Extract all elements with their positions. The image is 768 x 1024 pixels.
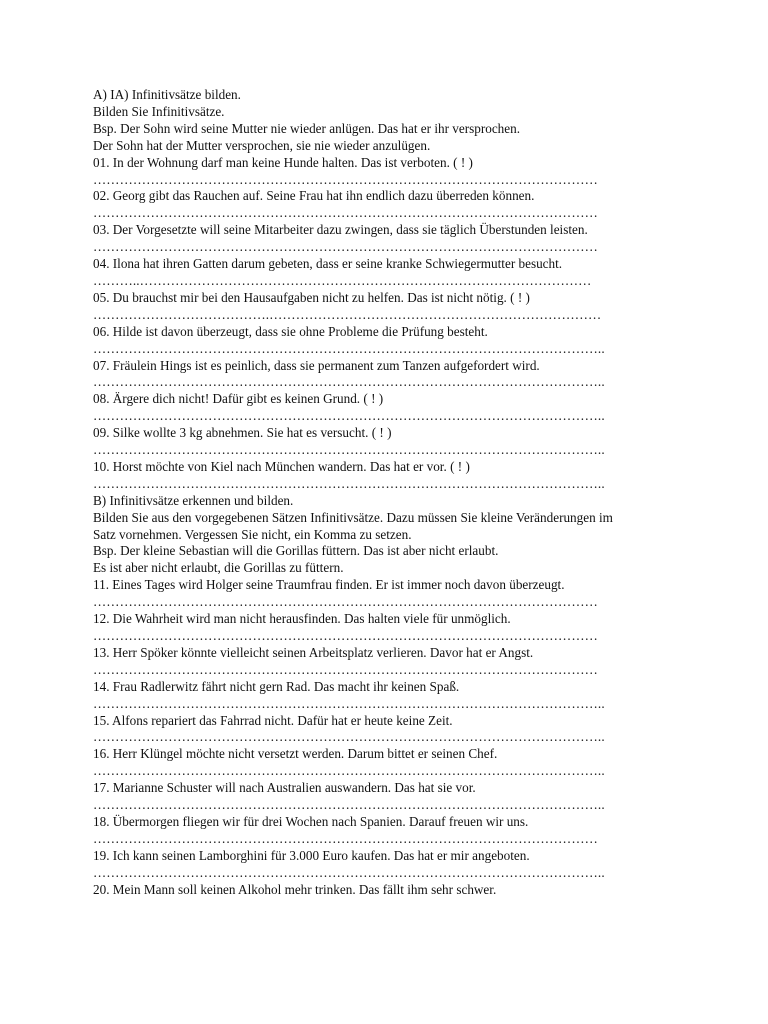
exercise-item-08: 08. Ärgere dich nicht! Dafür gibt es keinen Grund. ( ! ) <box>93 391 384 407</box>
section-b-instruction: Bilden Sie aus den vorgegebenen Sätzen Infinitivsätze. Dazu müssen Sie kleine Veränderungen im <box>93 509 613 525</box>
exercise-item-02: 02. Georg gibt das Rauchen auf. Seine Frau hat ihn endlich dazu überreden können. <box>93 188 535 204</box>
exercise-item-15: 15. Alfons repariert das Fahrrad nicht. Dafür hat er heute keine Zeit. <box>93 712 453 728</box>
answer-line-08: …………………………………………………………………………………………………….. <box>93 408 605 424</box>
answer-line-06: …………………………………………………………………………………………………….. <box>93 340 605 356</box>
exercise-item-09: 09. Silke wollte 3 kg abnehmen. Sie hat es versucht. ( ! ) <box>93 425 392 441</box>
exercise-item-03: 03. Der Vorgesetzte will seine Mitarbeiter dazu zwingen, dass sie täglich Überstunden leisten. <box>93 222 588 238</box>
answer-line-13: …………………………………………………………………………………………………… <box>93 661 598 677</box>
exercise-item-17: 17. Marianne Schuster will nach Australien auswandern. Das hat sie vor. <box>93 780 476 796</box>
answer-line-09: …………………………………………………………………………………………………….. <box>93 442 605 458</box>
section-a-example-solution: Der Sohn hat der Mutter versprochen, sie nie wieder anzulügen. <box>93 137 431 153</box>
section-a-instruction: Bilden Sie Infinitivsätze. <box>93 103 225 119</box>
exercise-list-a <box>93 155 675 493</box>
answer-line-15: …………………………………………………………………………………………………….. <box>93 729 605 745</box>
answer-line-03: …………………………………………………………………………………………………… <box>93 239 598 255</box>
answer-line-12: …………………………………………………………………………………………………… <box>93 628 598 643</box>
exercise-list-b <box>93 577 675 898</box>
section-b-example-solution: Es ist aber nicht erlaubt, die Gorillas zu füttern. <box>93 560 344 576</box>
section-a-example-sentence: Bsp. Der Sohn wird seine Mutter nie wieder anlügen. Das hat er ihr versprochen. <box>93 120 521 136</box>
exercise-item-20: 20. Mein Mann soll keinen Alkohol mehr trinken. Das fällt ihm sehr schwer. <box>93 881 497 897</box>
exercise-item-01: 01. In der Wohnung darf man keine Hunde halten. Das ist verboten. ( ! ) <box>93 154 473 170</box>
answer-line-11: …………………………………………………………………………………………………… <box>93 594 598 610</box>
exercise-item-07: 07. Fräulein Hings ist es peinlich, dass sie permanent zum Tanzen aufgefordert wird. <box>93 357 540 373</box>
exercise-item-05: 05. Du brauchst mir bei den Hausaufgaben nicht zu helfen. Das ist nicht nötig. ( ! ) <box>93 289 530 305</box>
exercise-item-04: 04. Ilona hat ihren Gatten darum gebeten, dass er seine kranke Schwiegermutter besucht. <box>93 256 563 272</box>
exercise-item-14: 14. Frau Radlerwitz fährt nicht gern Rad. Das macht ihr keinen Spaß. <box>93 678 460 694</box>
exercise-item-11: 11. Eines Tages wird Holger seine Traumfrau finden. Er ist immer noch davon überzeugt. <box>93 577 565 593</box>
exercise-item-18: 18. Übermorgen fliegen wir für drei Wochen nach Spanien. Darauf freuen wir uns. <box>93 813 529 829</box>
answer-line-02: …………………………………………………………………………………………………… <box>93 205 598 221</box>
answer-line-17: …………………………………………………………………………………………………….. <box>93 797 605 813</box>
answer-line-18: …………………………………………………………………………………………………… <box>93 830 598 846</box>
exercise-item-19: 19. Ich kann seinen Lamborghini für 3.000 Euro kaufen. Das hat er mir angeboten. <box>93 847 530 863</box>
section-a-heading: A) IA) Infinitivsätze bilden. <box>93 87 241 102</box>
answer-line-10: …………………………………………………………………………………………………….. <box>93 475 605 491</box>
answer-line-14: …………………………………………………………………………………………………….. <box>93 695 605 711</box>
exercise-item-12: 12. Die Wahrheit wird man nicht herausfinden. Das halten viele für unmöglich. <box>93 611 511 627</box>
section-b-heading: B) Infinitivsätze erkennen und bilden. <box>93 492 294 508</box>
exercise-item-16: 16. Herr Klüngel möchte nicht versetzt werden. Darum bittet er seinen Chef. <box>93 746 498 762</box>
answer-line-04: ………..………………………………………………………………………………………… <box>93 272 592 288</box>
answer-line-19: …………………………………………………………………………………………………….. <box>93 864 605 880</box>
answer-line-05: ………………………………….………………………………………………………………… <box>93 306 602 322</box>
worksheet-body <box>93 87 675 899</box>
answer-line-01: …………………………………………………………………………………………………… <box>93 171 598 187</box>
answer-line-16: …………………………………………………………………………………………………….. <box>93 763 605 779</box>
section-b-instruction-continued: Satz vornehmen. Vergessen Sie nicht, ein Komma zu setzen. <box>93 526 412 542</box>
answer-line-07: …………………………………………………………………………………………………….. <box>93 374 605 390</box>
exercise-item-13: 13. Herr Spöker könnte vielleicht seinen Arbeitsplatz verlieren. Davor hat er Angst. <box>93 644 534 660</box>
exercise-item-06: 06. Hilde ist davon überzeugt, dass sie ohne Probleme die Prüfung besteht. <box>93 323 488 339</box>
exercise-item-10: 10. Horst möchte von Kiel nach München wandern. Das hat er vor. ( ! ) <box>93 458 470 474</box>
section-b-example-sentence: Bsp. Der kleine Sebastian will die Gorillas füttern. Das ist aber nicht erlaubt. <box>93 543 499 559</box>
